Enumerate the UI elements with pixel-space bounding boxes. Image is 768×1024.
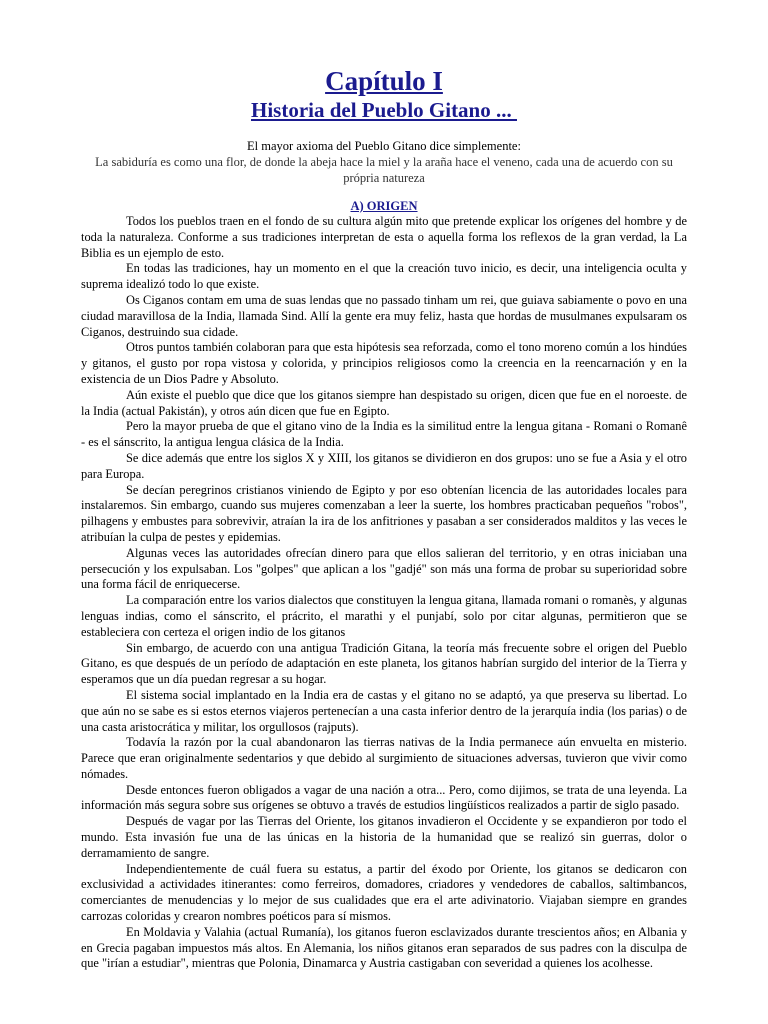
paragraph: Sin embargo, de acuerdo con una antigua Tradición Gitana, la teoría más frecuente sobre el origen del Pueblo Gitano, es que después de un período de adaptación en este planeta, los gitanos habrían surgido del interior de la Tierra y esperamos que un día puedan regresar a su hogar.	[81, 640, 687, 687]
paragraph: El sistema social implantado en la India era de castas y el gitano no se adaptó, ya que preserva su libertad. Lo que aún no se sabe es si estos eternos viajeros pertenecían a una casta inferior dentro de la jerarquía india (los parias) o de una casta aristocrática y militar, los orgullosos (rajputs).	[81, 687, 687, 734]
section-heading: A) ORIGEN	[350, 199, 418, 213]
axiom-intro: El mayor axioma del Pueblo Gitano dice simplemente:	[247, 139, 521, 153]
axiom-quote: La sabiduría es como una flor, de donde la abeja hace la miel y la araña hace el veneno, cada una de acuerdo con su própria natureza	[95, 155, 673, 185]
paragraph: Se decían peregrinos cristianos viniendo de Egipto y por eso obtenían licencia de las autoridades locales para instalaremos. Sin embargo, cuando sus mujeres comenzaban a leer la suerte, los hombres practicaban pequeños "robos", pilhagens y embustes para sobrevivir, atraían la ira de los anfitriones y pasaban a ser considerados malditos y las veces le atribuían la culpa de pestes y epidemias.	[81, 482, 687, 544]
paragraph: Pero la mayor prueba de que el gitano vino de la India es la similitud entre la lengua gitana - Romani o Romanê - es el sánscrito, la antigua lengua clásica de la India.	[81, 419, 687, 450]
paragraph: Independientemente de cuál fuera su estatus, a partir del éxodo por Oriente, los gitanos se dedicaron con exclusividad a actividades itinerantes: como ferreiros, domadores, criadores y vendedores de caballos, saltimbancos, comerciantes de menudencias y lo mejor de sus cualidades que era el arte adivinatorio. Viajaban siempre en grandes carrozas coloridas y crearon nombres poéticos para sí mismos.	[81, 861, 687, 924]
paragraph: Algunas veces las autoridades ofrecían dinero para que ellos salieran del territorio, y en otras iniciaban una persecución y los expulsaban. Los "golpes" que aplican a los "gadjé" son más una forma de probar su superioridad sobre una forma fácil de enriquecerse.	[81, 545, 687, 592]
paragraph: Desde entonces fueron obligados a vagar de una nación a otra... Pero, como dijimos, se trata de una leyenda. La información más segura sobre sus orígenes se obtuvo a través de estudios lingüísticos realizados a partir de siglo pasado.	[81, 782, 687, 813]
paragraph: En Moldavia y Valahia (actual Rumanía), los gitanos fueron esclavizados durante trescientos años; en Albania y en Grecia pagaban impuestos más altos. En Alemania, los niños gitanos eran separados de sus padres con la disculpa de que "irían a estudiar", mientras que Polonia, Dinamarca y Austria castigaban con severidad a quienes los acolhesse.	[81, 924, 687, 971]
paragraph: Todos los pueblos traen en el fondo de su cultura algún mito que pretende explicar los orígenes del hombre y de toda la naturaleza. Conforme a sus tradiciones interpretan de esta o aquella forma los reflexos de la gran verdad, la La Biblia es un ejemplo de esto.	[81, 214, 687, 260]
paragraph: Aún existe el pueblo que dice que los gitanos siempre han despistado su origen, dicen que fue en el noroeste. de la India (actual Pakistán), y otros aún dicen que fue en Egipto.	[81, 387, 687, 418]
body-text	[81, 214, 687, 972]
axiom-block	[81, 138, 687, 186]
paragraph: La comparación entre los varios dialectos que constituyen la lengua gitana, llamada romani o romanès, y algunas lenguas indias, como el sánscrito, el prácrito, el marathi y el punjabí, solo por citar algunas, permitieron que se estableciera con certeza el origen indio de los gitanos	[81, 593, 687, 639]
chapter-heading: Capítulo I	[325, 66, 443, 96]
paragraph: Otros puntos también colaboran para que esta hipótesis sea reforzada, como el tono moreno común a los hindúes y gitanos, el gusto por ropa vistosa y colorida, y principios religiosos como la creencia en la reencarnación y en la existencia de un Dios Padre y Absoluto.	[81, 340, 687, 386]
paragraph: En todas las tradiciones, hay un momento en el que la creación tuvo inicio, es decir, una inteligencia oculta y suprema idealizó todo lo que existe.	[81, 261, 687, 292]
paragraph: Os Ciganos contam em uma de suas lendas que no passado tinham um rei, que guiava sabiamente o povo en una ciudad maravillosa de la India, llamada Sind. Allí la gente era muy feliz, hasta que hordas de musulmanes expulsaram os Ciganos, destruindo sua cidade.	[81, 292, 687, 339]
paragraph: Se dice además que entre los siglos X y XIII, los gitanos se dividieron en dos grupos: uno se fue a Asia y el otro para Europa.	[81, 450, 687, 481]
paragraph: Después de vagar por las Tierras del Oriente, los gitanos invadieron el Occidente y se expandieron por todo el mundo. Esta invasión fue una de las únicas en la historia de la humanidad que se realizó sin guerras, dolor o derramamiento de sangre.	[81, 814, 687, 860]
chapter-title: Historia del Pueblo Gitano ...	[250, 98, 517, 122]
paragraph: Todavía la razón por la cual abandonaron las tierras nativas de la India permanece aún envuelta en misterio. Parece que eran originalmente sedentarios y que debido al surgimiento de situaciones adversas, tuvieron que vivir como nómades.	[81, 735, 687, 781]
document-page	[81, 66, 687, 972]
